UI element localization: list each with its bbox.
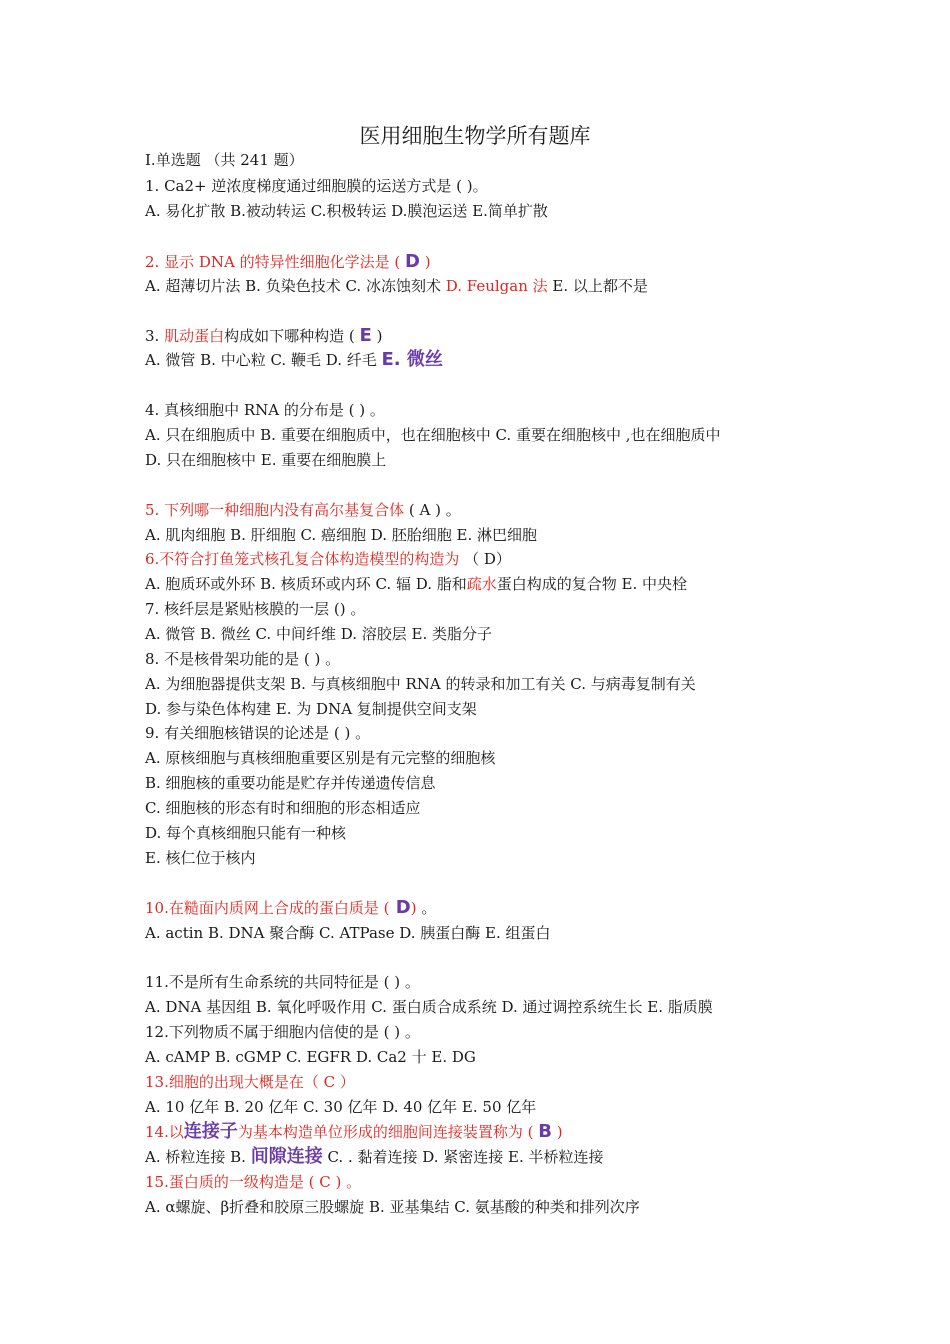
question-6-answer: （ D） bbox=[459, 550, 511, 568]
question-14-highlight-option: 间隙连接 bbox=[250, 1146, 323, 1167]
question-6-options bbox=[145, 574, 687, 594]
question-14-keyword: 连接子 bbox=[183, 1121, 238, 1142]
question-14-options bbox=[145, 1147, 604, 1167]
question-9-option-d: D. 每个真核细胞只能有一种核 bbox=[145, 824, 347, 842]
question-13-stem: 13.细胞的出现大概是在（ C ） bbox=[145, 1073, 355, 1091]
document-title: 医用细胞生物学所有题库 bbox=[359, 124, 591, 148]
question-2-answer: D bbox=[405, 251, 420, 272]
question-3-options-text: A. 微管 B. 中心粒 C. 鞭毛 D. 纤毛 bbox=[145, 351, 382, 369]
question-6-options-keyword: 疏水 bbox=[466, 575, 497, 593]
question-10-options: A. actin B. DNA 聚合酶 C. ATPase D. 胰蛋白酶 E. 组蛋白 bbox=[145, 924, 551, 942]
question-15-options: A. α螺旋、β折叠和胶原三股螺旋 B. 亚基集结 C. 氨基酸的种类和排列次序 bbox=[145, 1198, 640, 1216]
question-8-options-2: D. 参与染色体构建 E. 为 DNA 复制提供空间支架 bbox=[145, 700, 477, 718]
question-14-options-b: C. . 黏着连接 D. 紧密连接 E. 半桥粒连接 bbox=[322, 1148, 604, 1166]
question-9-stem: 9. 有关细胞核错误的论述是 ( ) 。 bbox=[145, 724, 371, 742]
question-14-options-a: A. 桥粒连接 B. bbox=[145, 1148, 251, 1166]
question-2-options-b: E. 以上都不是 bbox=[547, 277, 648, 295]
question-14-stem-a: 14.以 bbox=[145, 1123, 184, 1141]
question-3-stem-close: ) bbox=[371, 327, 383, 345]
question-3-highlight-option: E. 微丝 bbox=[381, 349, 443, 370]
question-4-stem: 4. 真核细胞中 RNA 的分布是 ( ) 。 bbox=[145, 401, 385, 419]
section-heading: I.单选题 （共 241 题） bbox=[145, 151, 304, 169]
question-14-stem-c: 为基本构造单位形成的细胞间连接装置称为 ( bbox=[237, 1123, 539, 1141]
question-2-option-d: D. Feulgan 法 bbox=[445, 277, 548, 295]
question-14-stem bbox=[145, 1122, 563, 1142]
question-5-answer: ( A ) 。 bbox=[404, 501, 461, 519]
question-14-answer: B bbox=[538, 1121, 552, 1142]
question-5-stem bbox=[145, 500, 461, 520]
question-2-stem-text: 2. 显示 DNA 的特异性细胞化学法是 ( bbox=[145, 253, 405, 271]
question-4-options-1: A. 只在细胞质中 B. 重要在细胞质中，也在细胞核中 C. 重要在细胞核中 ,也在细胞质中 bbox=[145, 426, 721, 444]
question-10-stem bbox=[145, 898, 436, 918]
question-8-stem: 8. 不是核骨架功能的是 ( ) 。 bbox=[145, 650, 341, 668]
question-5-stem-text: 5. 下列哪一种细胞内没有高尔基复合体 bbox=[145, 501, 405, 519]
question-15-stem: 15.蛋白质的一级构造是 ( C ) 。 bbox=[145, 1173, 362, 1191]
question-2-stem-close: ) bbox=[419, 253, 431, 271]
question-4-options-2: D. 只在细胞核中 E. 重要在细胞膜上 bbox=[145, 451, 387, 469]
question-9-option-e: E. 核仁位于核内 bbox=[145, 849, 256, 867]
question-9-option-b: B. 细胞核的重要功能是贮存并传递遗传信息 bbox=[145, 774, 436, 792]
question-3-options bbox=[145, 350, 443, 370]
question-10-stem-text: 10.在糙面内质网上合成的蛋白质是 ( bbox=[145, 899, 390, 917]
question-3-keyword: 肌动蛋白 bbox=[164, 327, 225, 345]
question-7-options: A. 微管 B. 微丝 C. 中间纤维 D. 溶胶层 E. 类脂分子 bbox=[145, 625, 492, 643]
question-11-options: A. DNA 基因组 B. 氧化呼吸作用 C. 蛋白质合成系统 D. 通过调控系统生长 E. 脂质膜 bbox=[145, 998, 713, 1016]
question-10-end: 。 bbox=[416, 899, 437, 917]
question-3-answer: E bbox=[359, 325, 372, 346]
question-2-options-a: A. 超薄切片法 B. 负染色技术 C. 冰冻蚀刻术 bbox=[145, 277, 446, 295]
question-3-stem-text: 构成如下哪种构造 ( bbox=[224, 327, 360, 345]
question-9-option-a: A. 原核细胞与真核细胞重要区别是有元完整的细胞核 bbox=[145, 749, 496, 767]
question-12-options: A. cAMP B. cGMP C. EGFR D. Ca2 十 E. DG bbox=[145, 1048, 476, 1066]
question-9-option-c: C. 细胞核的形态有时和细胞的形态相适应 bbox=[145, 799, 421, 817]
question-14-stem-d: ) bbox=[551, 1123, 563, 1141]
question-8-options-1: A. 为细胞器提供支架 B. 与真核细胞中 RNA 的转录和加工有关 C. 与病毒复制有关 bbox=[145, 675, 696, 693]
question-12-stem: 12.下列物质不属于细胞内信使的是 ( ) 。 bbox=[145, 1023, 420, 1041]
question-2-options bbox=[145, 276, 648, 296]
question-1-stem: 1. Ca2+ 逆浓度梯度通过细胞膜的运送方式是 ( )。 bbox=[145, 177, 488, 195]
question-10-answer: D bbox=[389, 897, 411, 918]
question-3-number: 3. bbox=[145, 327, 165, 345]
question-11-stem: 11.不是所有生命系统的共同特征是 ( ) 。 bbox=[145, 973, 420, 991]
question-13-options: A. 10 亿年 B. 20 亿年 C. 30 亿年 D. 40 亿年 E. 50 亿年 bbox=[145, 1098, 537, 1116]
question-2-stem bbox=[145, 252, 431, 272]
question-6-options-a: A. 胞质环或外环 B. 核质环或内环 C. 辐 D. 脂和 bbox=[145, 575, 467, 593]
question-7-stem: 7. 核纤层是紧贴核膜的一层 () 。 bbox=[145, 600, 366, 618]
question-5-options: A. 肌肉细胞 B. 肝细胞 C. 癌细胞 D. 胚胎细胞 E. 淋巴细胞 bbox=[145, 526, 537, 544]
question-6-stem-text: 6.不符合打鱼笼式核孔复合体构造模型的构造为 bbox=[145, 550, 460, 568]
question-3-stem bbox=[145, 326, 382, 346]
question-10-close: ) bbox=[410, 899, 417, 917]
question-1-options: A. 易化扩散 B.被动转运 C.积极转运 D.膜泡运送 E.简单扩散 bbox=[145, 202, 548, 220]
question-6-stem bbox=[145, 549, 511, 569]
question-6-options-b: 蛋白构成的复合物 E. 中央栓 bbox=[496, 575, 688, 593]
